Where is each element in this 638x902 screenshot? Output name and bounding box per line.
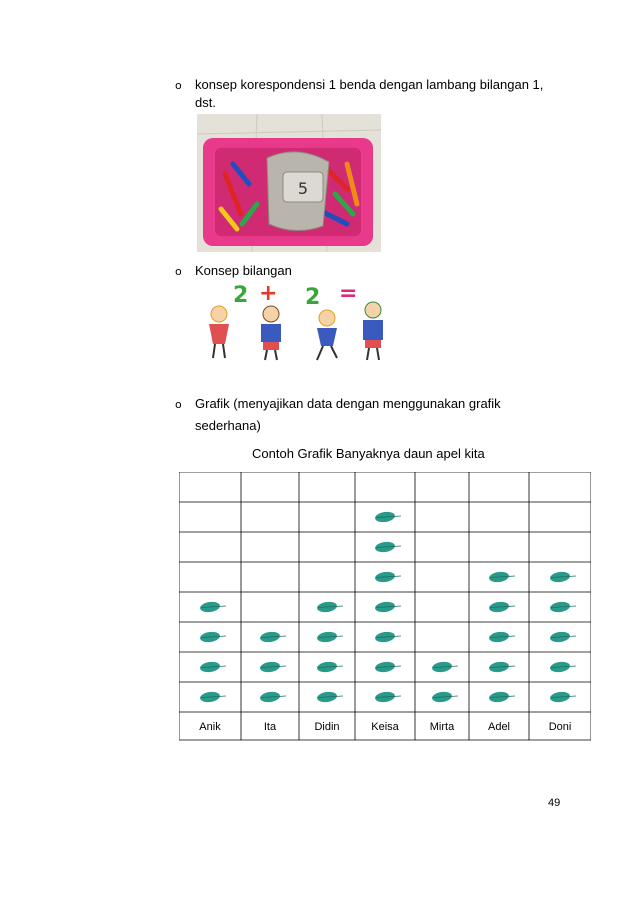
category-label: Ita xyxy=(263,721,277,733)
leaf-icon xyxy=(374,571,401,584)
category-label: Adel xyxy=(487,721,511,733)
category-label: Doni xyxy=(548,721,572,733)
tray-card-digit: 5 xyxy=(297,179,309,198)
math-number: 2 xyxy=(233,283,249,308)
bullet-marker: o xyxy=(175,398,182,411)
category-label: Didin xyxy=(314,721,340,733)
leaf-icon xyxy=(374,661,401,674)
leaf-icon xyxy=(259,631,286,644)
leaf-icon xyxy=(199,601,226,614)
category-label: Keisa xyxy=(371,721,399,733)
leaf-icon xyxy=(431,691,458,704)
leaf-icon xyxy=(259,691,286,704)
math-number: 2 xyxy=(305,285,321,310)
leaf-icon xyxy=(316,691,343,704)
leaf-icon xyxy=(488,661,515,674)
leaf-icon xyxy=(374,631,401,644)
item-text-number-concept: Konsep bilangan xyxy=(195,263,292,278)
leaf-icon xyxy=(549,631,576,644)
leaf-icon xyxy=(488,631,515,644)
leaf-icon xyxy=(374,511,401,524)
item-text-graph: Grafik (menyajikan data dengan menggunakan grafik xyxy=(195,396,501,411)
leaf-icon xyxy=(199,691,226,704)
item-text-graph-cont: sederhana) xyxy=(195,418,261,433)
leaf-icon xyxy=(431,661,458,674)
math-equals: = xyxy=(339,281,358,306)
chart-title: Contoh Grafik Banyaknya daun apel kita xyxy=(252,446,485,461)
tray-photo xyxy=(197,114,381,252)
leaf-icon xyxy=(199,661,226,674)
leaf-icon xyxy=(316,631,343,644)
leaf-icon xyxy=(488,571,515,584)
bullet-marker: o xyxy=(175,265,182,278)
leaf-icon xyxy=(316,661,343,674)
leaf-icon xyxy=(259,661,286,674)
chart-leaves xyxy=(199,511,576,704)
chart-category-labels xyxy=(199,721,571,733)
math-plus: + xyxy=(259,281,278,306)
leaf-icon xyxy=(549,601,576,614)
leaf-icon xyxy=(549,661,576,674)
number-concept-illustration xyxy=(197,280,393,364)
item-text-correspondence-cont: dst. xyxy=(195,95,216,110)
leaf-icon xyxy=(374,691,401,704)
leaf-icon xyxy=(488,691,515,704)
leaf-icon xyxy=(549,691,576,704)
leaf-icon xyxy=(199,631,226,644)
leaf-icon xyxy=(549,571,576,584)
leaf-icon xyxy=(374,541,401,554)
category-label: Anik xyxy=(199,721,221,733)
bullet-marker: o xyxy=(175,79,182,92)
page-number: 49 xyxy=(548,797,561,809)
leaf-icon xyxy=(374,601,401,614)
item-text-correspondence: konsep korespondensi 1 benda dengan lambang bilangan 1, xyxy=(195,77,544,92)
leaf-icon xyxy=(488,601,515,614)
pictograph-chart xyxy=(179,472,591,748)
category-label: Mirta xyxy=(429,721,455,733)
leaf-icon xyxy=(316,601,343,614)
